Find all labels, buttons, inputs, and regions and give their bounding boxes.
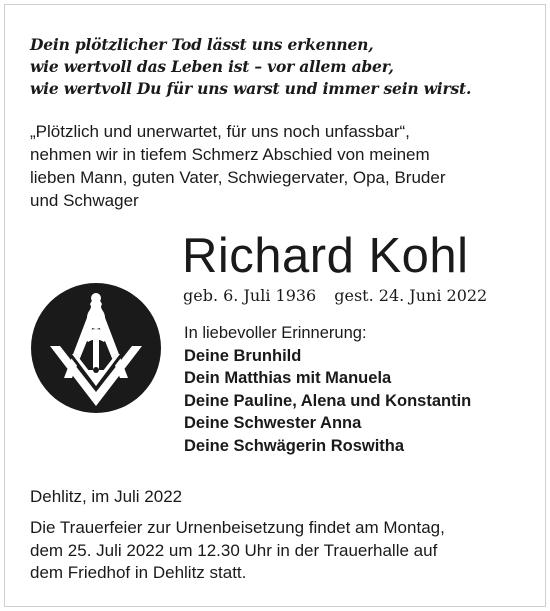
life-dates — [183, 285, 523, 307]
birth-date: geb. 6. Juli 1936 — [183, 286, 317, 305]
ceremony-line: dem 25. Juli 2022 um 12.30 Uhr in der Trauerhalle auf — [30, 540, 438, 560]
quote-line: Dein plötzlicher Tod lässt uns erkennen, — [30, 35, 374, 54]
family-member: Deine Schwester Anna — [184, 414, 362, 432]
family-member: Deine Pauline, Alena und Konstantin — [184, 391, 472, 410]
deceased-name: Richard Kohl — [182, 229, 469, 283]
place-date: Dehlitz, im Juli 2022 — [30, 487, 183, 506]
freemason-square-compass-emblem-icon — [30, 282, 162, 414]
intro-text — [30, 120, 530, 212]
ceremony-line: Die Trauerfeier zur Urnenbeisetzung findet am Montag, — [30, 518, 445, 537]
family-member: Deine Brunhild — [184, 346, 302, 365]
memory-section — [184, 322, 534, 457]
quote-line: wie wertvoll das Leben ist – vor allem aber, — [30, 57, 394, 76]
ceremony-line: dem Friedhof in Dehlitz statt. — [30, 563, 247, 582]
quote-line: wie wertvoll Du für uns warst und immer sein wirst. — [30, 79, 472, 98]
memory-heading: In liebevoller Erinnerung: — [184, 324, 367, 342]
intro-line: nehmen wir in tiefem Schmerz Abschied von meinem — [30, 145, 430, 164]
ceremony-info — [30, 517, 530, 585]
death-date: gest. 24. Juni 2022 — [334, 286, 488, 305]
memorial-quote — [30, 34, 530, 100]
intro-line: „Plötzlich und unerwartet, für uns noch unfassbar“, — [30, 122, 410, 141]
family-member: Deine Schwägerin Roswitha — [184, 436, 405, 455]
family-member: Dein Matthias mit Manuela — [184, 369, 392, 387]
intro-line: und Schwager — [30, 191, 139, 210]
intro-line: lieben Mann, guten Vater, Schwiegervater, Opa, Bruder — [30, 168, 446, 187]
